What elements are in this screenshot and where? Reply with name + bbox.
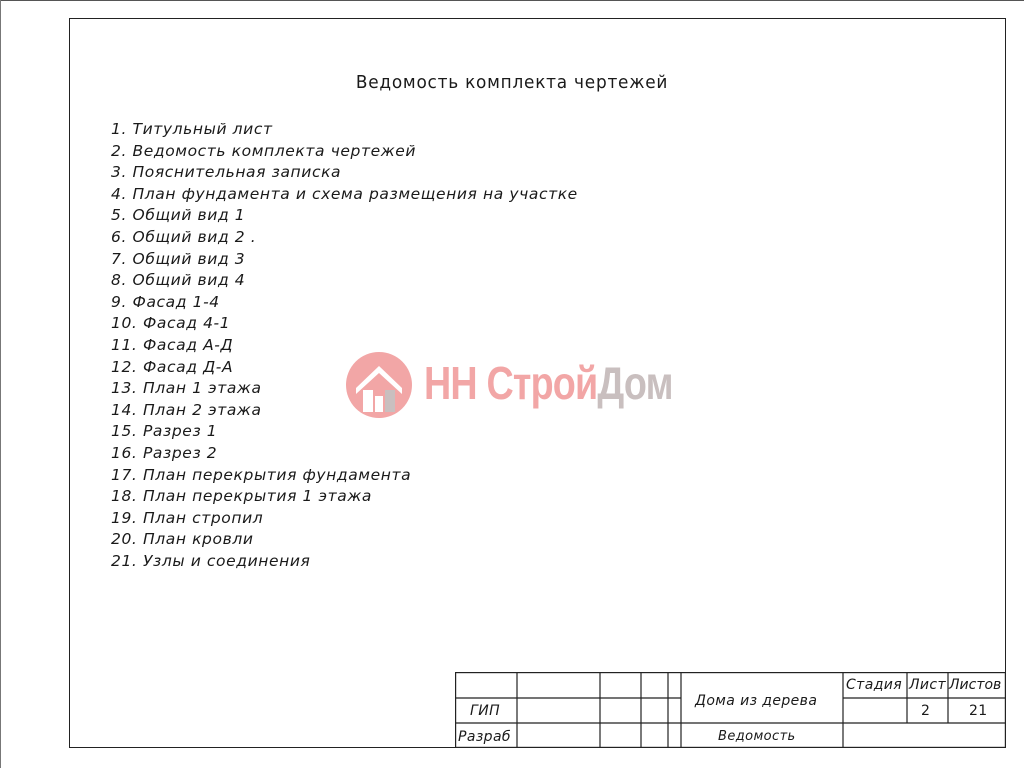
document-title: Ведомость комплекта чертежей xyxy=(355,72,669,93)
screen-left-edge xyxy=(0,0,1,768)
sheet-list-item: 11. Фасад А-Д xyxy=(111,335,234,354)
sheet-list-item: 13. План 1 этажа xyxy=(111,379,262,398)
developer-label: Разраб xyxy=(458,729,511,745)
sheet-list-item: 3. Пояснительная записка xyxy=(111,163,342,182)
sheet-list-item: 6. Общий вид 2 . xyxy=(111,227,257,246)
sheet-list-item: 8. Общий вид 4 xyxy=(111,271,246,290)
sheet-list-item: 2. Ведомость комплекта чертежей xyxy=(111,141,417,160)
sheet-list-item: 4. План фундамента и схема размещения на участке xyxy=(111,184,578,203)
title-block xyxy=(455,672,1006,748)
gip-label: ГИП xyxy=(470,703,500,719)
sheet-list-item: 19. План стропил xyxy=(111,508,264,527)
sheet-number: 2 xyxy=(921,703,931,719)
house-logo-icon xyxy=(344,350,414,420)
sheet-list-item: 20. План кровли xyxy=(111,530,254,549)
sheet-list-item: 17. План перекрытия фундамента xyxy=(111,465,412,484)
sheets-label: Листов xyxy=(949,677,1002,693)
watermark-text xyxy=(424,356,673,410)
sheet-list-item: 10. Фасад 4-1 xyxy=(111,314,231,333)
sheet-list-item: 5. Общий вид 1 xyxy=(111,206,246,225)
project-name: Дома из дерева xyxy=(695,693,818,709)
sheet-name: Ведомость xyxy=(718,729,796,744)
sheet-list-item: 9. Фасад 1-4 xyxy=(111,292,220,311)
sheet-list-item: 16. Разрез 2 xyxy=(111,443,218,462)
watermark-text-part-2: Дом xyxy=(597,357,673,409)
sheet-label: Лист xyxy=(909,677,947,693)
screen-top-edge xyxy=(0,0,1024,1)
stage-label: Стадия xyxy=(846,677,903,693)
sheet-list-item: 12. Фасад Д-А xyxy=(111,357,234,376)
sheet-list xyxy=(111,119,578,572)
sheet-list-item: 14. План 2 этажа xyxy=(111,400,262,419)
watermark xyxy=(344,350,684,422)
sheet-list-item: 21. Узлы и соединения xyxy=(111,551,311,570)
sheet-list-item: 15. Разрез 1 xyxy=(111,422,218,441)
watermark-text-part-1: НН Строй xyxy=(424,357,598,409)
sheet-list-item: 1. Титульный лист xyxy=(111,120,273,138)
sheet-list-item: 18. План перекрытия 1 этажа xyxy=(111,487,373,506)
sheet-list-item: 7. Общий вид 3 xyxy=(111,249,246,268)
sheets-total: 21 xyxy=(969,703,988,719)
